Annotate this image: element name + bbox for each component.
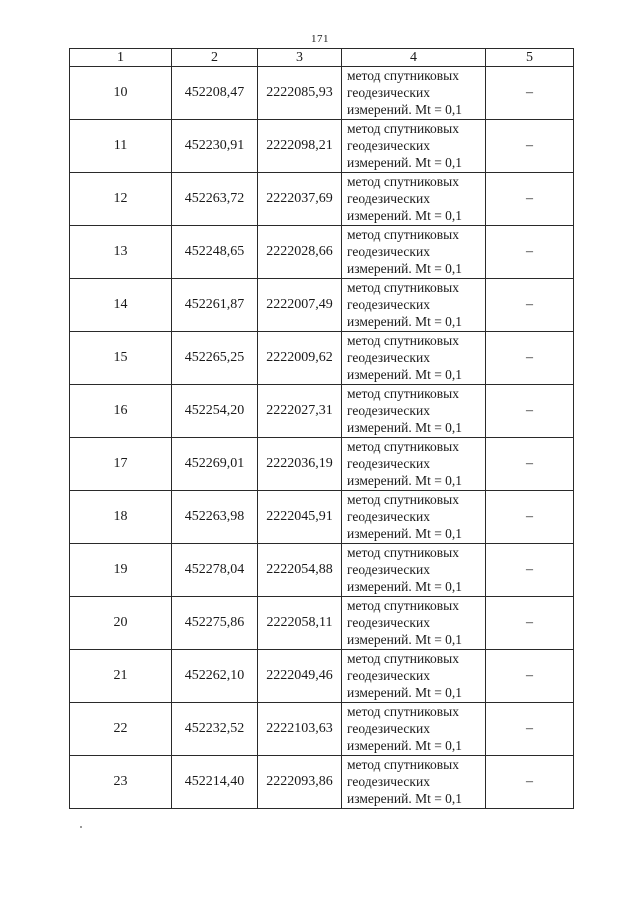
table-row	[70, 279, 574, 332]
method-line: метод спутниковых	[347, 174, 459, 189]
dash-mark: –	[526, 244, 533, 259]
method-line: геодезических	[347, 456, 430, 471]
method-line: измерений. Mt = 0,1	[347, 526, 463, 541]
method-line: метод спутниковых	[347, 333, 459, 348]
note-cell	[486, 438, 574, 491]
note-cell	[486, 703, 574, 756]
note-cell	[486, 67, 574, 120]
method-line: геодезических	[347, 244, 430, 259]
point-number-cell: 14	[70, 279, 172, 332]
method-line: измерений. Mt = 0,1	[347, 579, 463, 594]
method-line: метод спутниковых	[347, 121, 459, 136]
method-line: метод спутниковых	[347, 651, 459, 666]
y-coordinate-cell: 2222037,69	[258, 173, 342, 226]
table-row	[70, 120, 574, 173]
scan-artifact	[80, 826, 82, 828]
method-cell	[342, 173, 486, 226]
y-coordinate-cell: 2222049,46	[258, 650, 342, 703]
y-coordinate-cell: 2222045,91	[258, 491, 342, 544]
method-line: метод спутниковых	[347, 439, 459, 454]
dash-mark: –	[526, 191, 533, 206]
point-number-cell: 21	[70, 650, 172, 703]
method-line: измерений. Mt = 0,1	[347, 155, 463, 170]
column-header-2: 2	[172, 49, 258, 67]
x-coordinate-cell: 452248,65	[172, 226, 258, 279]
method-line: измерений. Mt = 0,1	[347, 685, 463, 700]
method-line: метод спутниковых	[347, 757, 459, 772]
method-line: измерений. Mt = 0,1	[347, 632, 463, 647]
point-number-cell: 17	[70, 438, 172, 491]
x-coordinate-cell: 452254,20	[172, 385, 258, 438]
method-line: метод спутниковых	[347, 68, 459, 83]
method-cell	[342, 491, 486, 544]
method-line: измерений. Mt = 0,1	[347, 473, 463, 488]
dash-mark: –	[526, 350, 533, 365]
table-row	[70, 438, 574, 491]
note-cell	[486, 491, 574, 544]
method-line: геодезических	[347, 562, 430, 577]
method-cell	[342, 544, 486, 597]
table-row	[70, 67, 574, 120]
point-number-cell: 22	[70, 703, 172, 756]
y-coordinate-cell: 2222054,88	[258, 544, 342, 597]
x-coordinate-cell: 452278,04	[172, 544, 258, 597]
column-header-3: 3	[258, 49, 342, 67]
note-cell	[486, 650, 574, 703]
dash-mark: –	[526, 138, 533, 153]
column-header-4: 4	[342, 49, 486, 67]
point-number-cell: 16	[70, 385, 172, 438]
method-cell	[342, 279, 486, 332]
method-cell	[342, 67, 486, 120]
method-line: измерений. Mt = 0,1	[347, 261, 463, 276]
method-cell	[342, 226, 486, 279]
x-coordinate-cell: 452275,86	[172, 597, 258, 650]
column-header-1: 1	[70, 49, 172, 67]
table-row	[70, 491, 574, 544]
table-row	[70, 597, 574, 650]
method-line: измерений. Mt = 0,1	[347, 208, 463, 223]
y-coordinate-cell: 2222058,11	[258, 597, 342, 650]
method-line: измерений. Mt = 0,1	[347, 367, 463, 382]
method-line: измерений. Mt = 0,1	[347, 738, 463, 753]
x-coordinate-cell: 452214,40	[172, 756, 258, 809]
method-line: измерений. Mt = 0,1	[347, 314, 463, 329]
note-cell	[486, 173, 574, 226]
dash-mark: –	[526, 774, 533, 789]
point-number-cell: 11	[70, 120, 172, 173]
method-line: метод спутниковых	[347, 227, 459, 242]
table-row	[70, 756, 574, 809]
point-number-cell: 18	[70, 491, 172, 544]
dash-mark: –	[526, 562, 533, 577]
table-row	[70, 385, 574, 438]
method-cell	[342, 438, 486, 491]
method-line: геодезических	[347, 774, 430, 789]
method-line: геодезических	[347, 721, 430, 736]
method-cell	[342, 650, 486, 703]
method-line: геодезических	[347, 403, 430, 418]
point-number-cell: 20	[70, 597, 172, 650]
table-row	[70, 226, 574, 279]
point-number-cell: 13	[70, 226, 172, 279]
dash-mark: –	[526, 297, 533, 312]
dash-mark: –	[526, 721, 533, 736]
method-line: геодезических	[347, 350, 430, 365]
method-line: метод спутниковых	[347, 545, 459, 560]
page-number: 171	[311, 33, 329, 45]
dash-mark: –	[526, 615, 533, 630]
y-coordinate-cell: 2222085,93	[258, 67, 342, 120]
y-coordinate-cell: 2222028,66	[258, 226, 342, 279]
note-cell	[486, 279, 574, 332]
column-header-5: 5	[486, 49, 574, 67]
point-number-cell: 15	[70, 332, 172, 385]
method-line: измерений. Mt = 0,1	[347, 791, 463, 806]
x-coordinate-cell: 452230,91	[172, 120, 258, 173]
y-coordinate-cell: 2222093,86	[258, 756, 342, 809]
x-coordinate-cell: 452232,52	[172, 703, 258, 756]
method-line: геодезических	[347, 668, 430, 683]
y-coordinate-cell: 2222027,31	[258, 385, 342, 438]
method-line: геодезических	[347, 138, 430, 153]
dash-mark: –	[526, 85, 533, 100]
note-cell	[486, 332, 574, 385]
method-cell	[342, 756, 486, 809]
method-line: метод спутниковых	[347, 704, 459, 719]
table-header	[70, 49, 574, 67]
method-line: геодезических	[347, 615, 430, 630]
x-coordinate-cell: 452269,01	[172, 438, 258, 491]
x-coordinate-cell: 452263,72	[172, 173, 258, 226]
table-row	[70, 703, 574, 756]
x-coordinate-cell: 452263,98	[172, 491, 258, 544]
method-cell	[342, 332, 486, 385]
table-body	[70, 67, 574, 809]
method-line: геодезических	[347, 85, 430, 100]
y-coordinate-cell: 2222098,21	[258, 120, 342, 173]
method-line: геодезических	[347, 191, 430, 206]
table-row	[70, 173, 574, 226]
method-line: измерений. Mt = 0,1	[347, 102, 463, 117]
x-coordinate-cell: 452265,25	[172, 332, 258, 385]
note-cell	[486, 756, 574, 809]
method-line: метод спутниковых	[347, 280, 459, 295]
y-coordinate-cell: 2222009,62	[258, 332, 342, 385]
note-cell	[486, 120, 574, 173]
point-number-cell: 19	[70, 544, 172, 597]
dash-mark: –	[526, 456, 533, 471]
coordinates-table	[69, 48, 574, 809]
x-coordinate-cell: 452262,10	[172, 650, 258, 703]
y-coordinate-cell: 2222036,19	[258, 438, 342, 491]
x-coordinate-cell: 452261,87	[172, 279, 258, 332]
method-line: метод спутниковых	[347, 386, 459, 401]
point-number-cell: 10	[70, 67, 172, 120]
y-coordinate-cell: 2222007,49	[258, 279, 342, 332]
table-row	[70, 332, 574, 385]
table-row	[70, 544, 574, 597]
note-cell	[486, 597, 574, 650]
method-line: метод спутниковых	[347, 492, 459, 507]
dash-mark: –	[526, 509, 533, 524]
y-coordinate-cell: 2222103,63	[258, 703, 342, 756]
method-line: геодезических	[347, 297, 430, 312]
note-cell	[486, 226, 574, 279]
method-cell	[342, 120, 486, 173]
method-cell	[342, 597, 486, 650]
method-line: геодезических	[347, 509, 430, 524]
point-number-cell: 12	[70, 173, 172, 226]
method-line: измерений. Mt = 0,1	[347, 420, 463, 435]
note-cell	[486, 544, 574, 597]
note-cell	[486, 385, 574, 438]
method-cell	[342, 385, 486, 438]
dash-mark: –	[526, 403, 533, 418]
method-line: метод спутниковых	[347, 598, 459, 613]
method-cell	[342, 703, 486, 756]
table-row	[70, 650, 574, 703]
dash-mark: –	[526, 668, 533, 683]
x-coordinate-cell: 452208,47	[172, 67, 258, 120]
header-row	[70, 49, 574, 67]
point-number-cell: 23	[70, 756, 172, 809]
